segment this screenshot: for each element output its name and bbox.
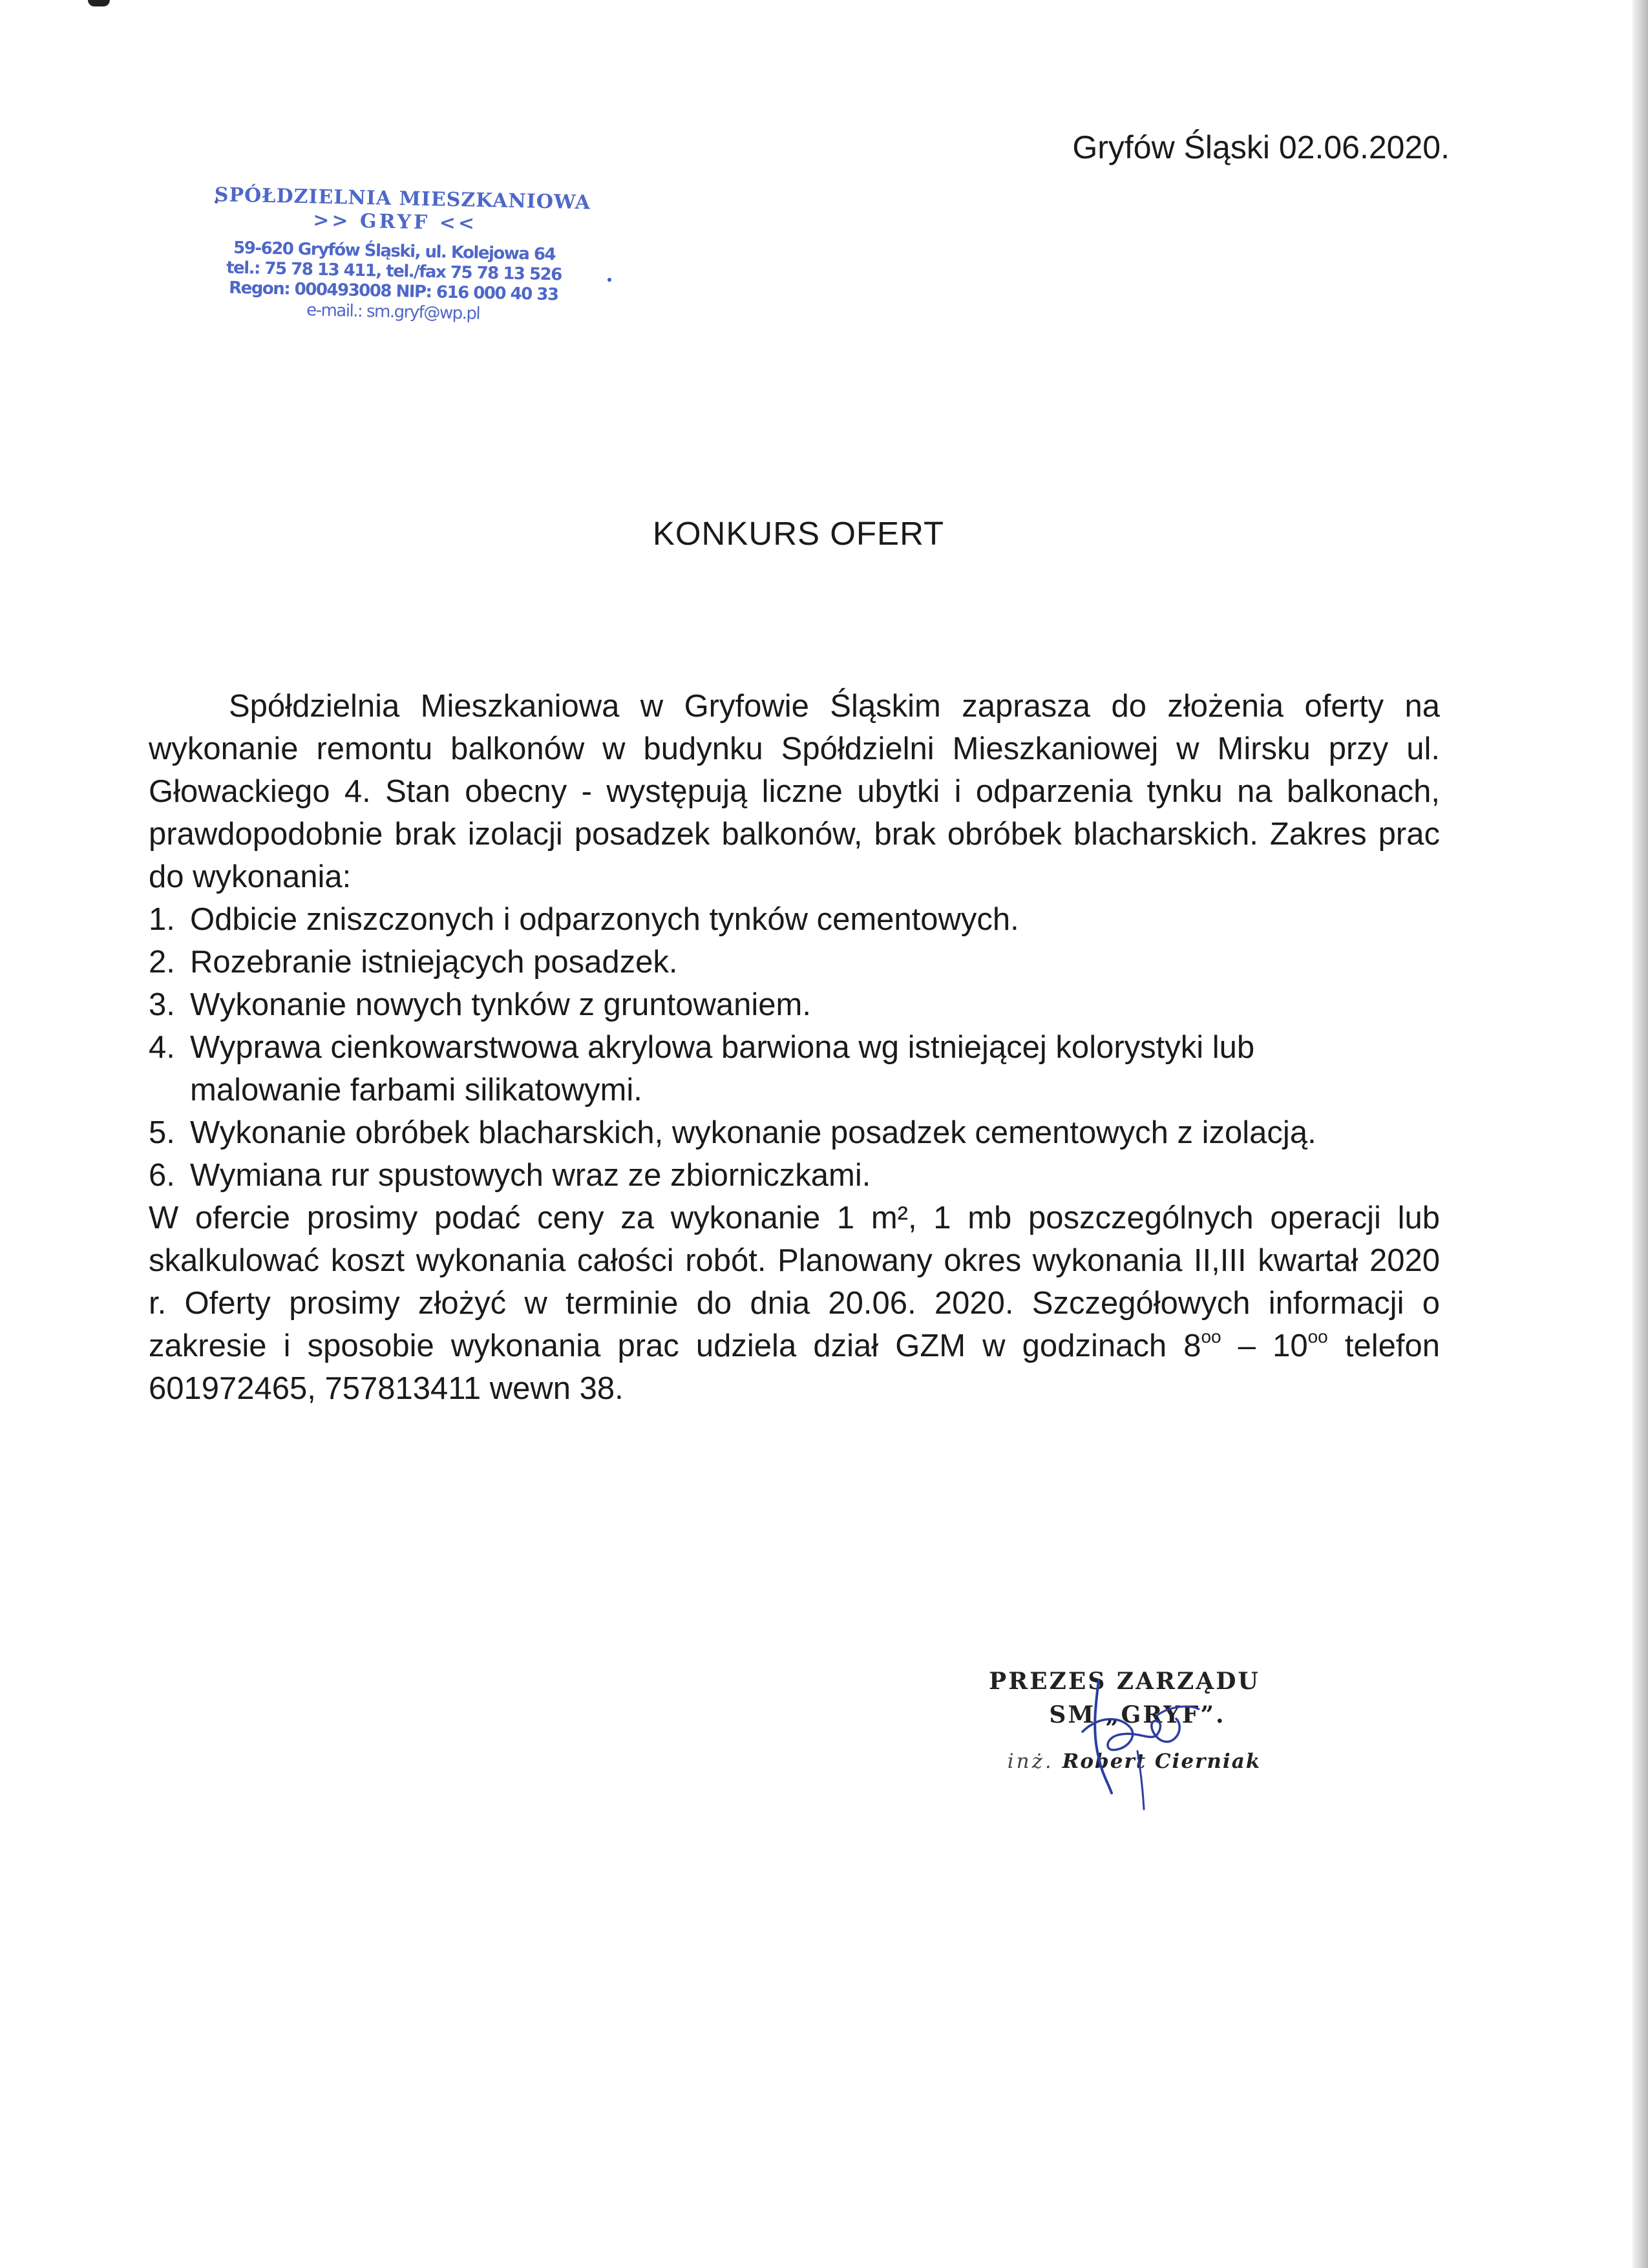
stamp-short-name: >> GRYF << xyxy=(312,209,478,235)
scope-item-number: 2. xyxy=(149,945,175,980)
scope-item xyxy=(149,898,1440,941)
scope-item xyxy=(149,983,1440,1026)
intro-paragraph: Spółdzielnia Mieszkaniowa w Gryfowie Śląskim zaprasza do złożenia oferty na wykonanie remontu balkonów w budynku Spółdzielni Mieszkaniowej w Mirsku przy ul. Głowackiego 4. Stan obecny - występują liczne ubytki i odparzenia tynku na balkonach, prawdopodobnie brak izolacji posadzek balkonów, brak obróbek blacharskich. Zakres prac do wykonania: xyxy=(149,689,1440,894)
stamp-org-name: SPÓŁDZIELNIA MIESZKANIOWA xyxy=(214,184,591,215)
signature-person-name: Robert Cierniak xyxy=(1062,1750,1262,1773)
document-title: KONKURS OFERT xyxy=(652,515,945,552)
stamp-email: e-mail.: sm.gryf@wp.pl xyxy=(306,300,480,324)
scope-item-number: 5. xyxy=(149,1115,175,1150)
scope-item-text: Odbicie zniszczonych i odparzonych tynków cementowych. xyxy=(190,902,1019,937)
stamp-address: 59-620 Gryfów Śląski, ul. Kolejowa 64 xyxy=(233,238,556,265)
scope-item-number: 1. xyxy=(149,902,175,937)
scope-item xyxy=(149,941,1440,983)
closing-text-part3: telefon 601972465, 757813411 wewn 38. xyxy=(149,1328,1441,1406)
hour-superscript: oo xyxy=(1201,1326,1221,1347)
scope-item-text: Wymiana rur spustowych wraz ze zbiorniczkami. xyxy=(190,1158,871,1193)
signature-title: PREZES ZARZĄDU xyxy=(989,1668,1260,1695)
scope-item-number: 6. xyxy=(149,1158,175,1193)
organization-stamp xyxy=(212,184,591,326)
scope-item xyxy=(149,1111,1440,1154)
closing-paragraph xyxy=(149,1197,1440,1410)
scan-edge-shadow xyxy=(1632,0,1648,2268)
scope-item-text: Wykonanie obróbek blacharskich, wykonanie posadzek cementowych z izolacją. xyxy=(190,1115,1316,1150)
hour-superscript: oo xyxy=(1307,1326,1328,1347)
document-date: Gryfów Śląski 02.06.2020. xyxy=(1072,129,1450,165)
scope-item-text: Wyprawa cienkowarstwowa akrylowa barwiona wg istniejącej kolorystyki lub malowanie farbami silikatowymi. xyxy=(190,1030,1255,1108)
stamp-ink-dot xyxy=(607,278,611,282)
closing-text-part2: – 10 xyxy=(1221,1328,1308,1363)
document-body xyxy=(149,685,1440,1410)
stamp-phones: tel.: 75 78 13 411, tel./fax 75 78 13 526 xyxy=(226,258,562,285)
closing-text-part1: W ofercie prosimy podać ceny za wykonanie 1 m², 1 mb poszczególnych operacji lub skalkulować koszt wykonania całości robót. Planowany okres wykonania II,III kwartał 2020 r. Oferty prosimy złożyć w terminie do dnia 20.06. 2020. Szczegółowych informacji o zakresie i sposobie wykonania prac udziela dział GZM w godzinach 8 xyxy=(149,1201,1440,1363)
scope-item xyxy=(149,1154,1440,1197)
scope-item xyxy=(149,1026,1440,1111)
scope-list xyxy=(149,898,1440,1197)
scope-item-text: Wykonanie nowych tynków z gruntowaniem. xyxy=(190,987,811,1022)
scope-item-number: 4. xyxy=(149,1030,175,1065)
handwritten-signature xyxy=(1060,1654,1215,1816)
signature-org: SM „GRYF”. xyxy=(1049,1701,1226,1728)
scope-item-number: 3. xyxy=(149,987,175,1022)
signature-degree: inż. xyxy=(1007,1750,1054,1773)
scan-artifact xyxy=(88,0,110,6)
scope-item-text: Rozebranie istniejących posadzek. xyxy=(190,945,678,980)
stamp-registry-ids: Regon: 000493008 NIP: 616 000 40 33 xyxy=(228,278,558,305)
